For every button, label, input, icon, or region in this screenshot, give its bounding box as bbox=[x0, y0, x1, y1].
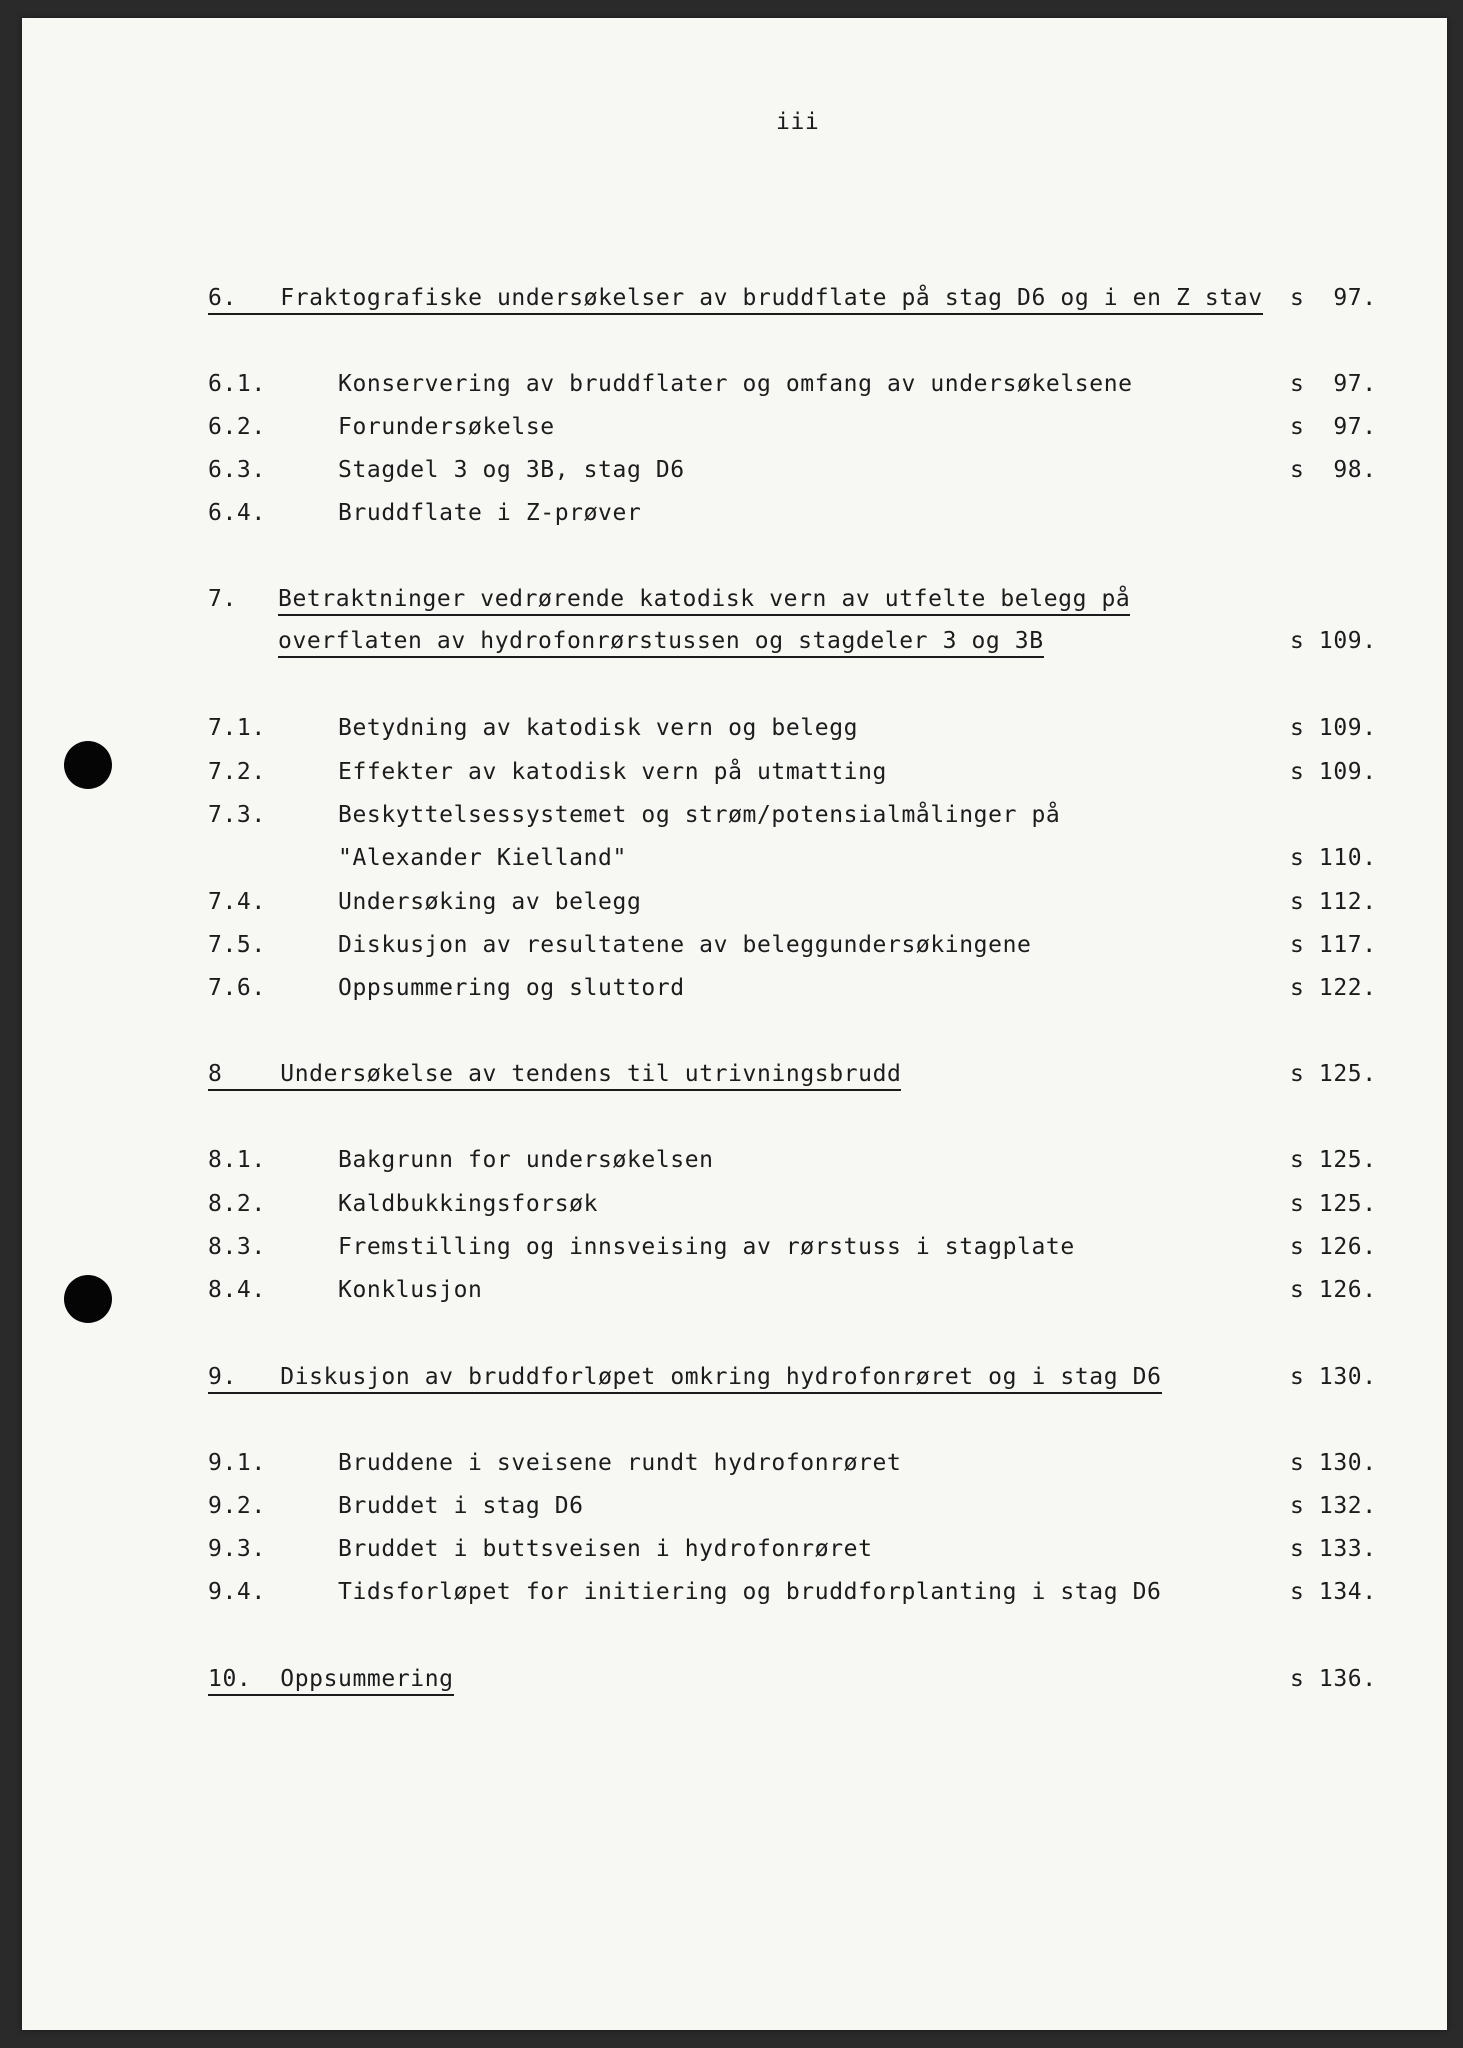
section-number: 9. bbox=[208, 1364, 237, 1390]
toc-entry-page: s 122. bbox=[1290, 975, 1377, 1001]
toc-entry-number: 6.2. bbox=[208, 414, 266, 440]
toc-entry-page: s 109. bbox=[1290, 759, 1377, 785]
toc-entry-title: Kaldbukkingsforsøk bbox=[338, 1191, 599, 1217]
toc-entry-title: Bruddet i stag D6 bbox=[338, 1493, 584, 1519]
toc-entry-page: s 125. bbox=[1290, 1191, 1377, 1217]
toc-entry-title: Forundersøkelse bbox=[338, 414, 555, 440]
toc-section-6 bbox=[208, 284, 1263, 315]
toc-entry-number: 7.6. bbox=[208, 975, 266, 1001]
toc-entry-number: 8.1. bbox=[208, 1147, 266, 1173]
toc-entry-number: 9.4. bbox=[208, 1579, 266, 1605]
section-number: 7. bbox=[208, 586, 237, 612]
toc-entry-page: s 126. bbox=[1290, 1277, 1377, 1303]
toc-entry-number: 9.2. bbox=[208, 1493, 266, 1519]
section-title: Fraktografiske undersøkelser av bruddflate på stag D6 og i en Z stav bbox=[280, 285, 1263, 311]
section-title: Diskusjon av bruddforløpet omkring hydrofonrøret og i stag D6 bbox=[280, 1364, 1162, 1390]
toc-entry-title: Bruddflate i Z-prøver bbox=[338, 500, 642, 526]
section-page: s 130. bbox=[1290, 1364, 1377, 1390]
toc-entry-page: s 117. bbox=[1290, 932, 1377, 958]
toc-entry-number: 7.4. bbox=[208, 889, 266, 915]
section-page: s 136. bbox=[1290, 1666, 1377, 1692]
toc-entry-page: s 126. bbox=[1290, 1234, 1377, 1260]
section-title: Oppsummering bbox=[280, 1666, 454, 1692]
toc-entry-number: 7.2. bbox=[208, 759, 266, 785]
toc-entry-page: s 98. bbox=[1290, 457, 1377, 483]
punch-hole bbox=[64, 1275, 112, 1323]
toc-entry-page: s 133. bbox=[1290, 1536, 1377, 1562]
toc-entry-number: 7.1. bbox=[208, 715, 266, 741]
toc-entry-title: Bruddene i sveisene rundt hydrofonrøret bbox=[338, 1450, 902, 1476]
toc-entry-number: 6.4. bbox=[208, 500, 266, 526]
section-number: 8 bbox=[208, 1061, 223, 1087]
toc-entry-title: Effekter av katodisk vern på utmatting bbox=[338, 759, 887, 785]
toc-entry-number: 7.5. bbox=[208, 932, 266, 958]
toc-entry-number: 8.3. bbox=[208, 1234, 266, 1260]
toc-entry-number: 9.3. bbox=[208, 1536, 266, 1562]
section-page: s 125. bbox=[1290, 1061, 1377, 1087]
toc-entry-number: 6.1. bbox=[208, 371, 266, 397]
toc-entry-title: Oppsummering og sluttord bbox=[338, 975, 685, 1001]
page-number: iii bbox=[776, 109, 820, 135]
section-number: 10. bbox=[208, 1666, 252, 1692]
toc-entry-number: 8.4. bbox=[208, 1277, 266, 1303]
toc-section-10 bbox=[208, 1665, 454, 1696]
toc-entry-page: s 134. bbox=[1290, 1579, 1377, 1605]
toc-entry-title: Konklusjon bbox=[338, 1277, 483, 1303]
toc-entry-title: Fremstilling og innsveising av rørstuss i stagplate bbox=[338, 1234, 1075, 1260]
toc-entry-title: Beskyttelsessystemet og strøm/potensialmålinger på bbox=[338, 802, 1061, 828]
toc-entry-number: 8.2. bbox=[208, 1191, 266, 1217]
toc-entry-title: Diskusjon av resultatene av beleggundersøkingene bbox=[338, 932, 1032, 958]
toc-entry-number: 6.3. bbox=[208, 457, 266, 483]
toc-entry-title: Undersøking av belegg bbox=[338, 889, 642, 915]
section-title: Undersøkelse av tendens til utrivningsbrudd bbox=[280, 1061, 902, 1087]
toc-entry-title: Bruddet i buttsveisen i hydrofonrøret bbox=[338, 1536, 873, 1562]
toc-entry-page: s 97. bbox=[1290, 414, 1377, 440]
toc-section-8 bbox=[208, 1060, 901, 1091]
toc-entry-number: 9.1. bbox=[208, 1450, 266, 1476]
section-page: s 97. bbox=[1290, 285, 1377, 311]
toc-entry-page: s 112. bbox=[1290, 889, 1377, 915]
section-title-continued: overflaten av hydrofonrørstussen og stagdeler 3 og 3B bbox=[278, 627, 1044, 658]
toc-entry-page: s 132. bbox=[1290, 1493, 1377, 1519]
toc-entry-page: s 97. bbox=[1290, 371, 1377, 397]
toc-entry-title: Tidsforløpet for initiering og bruddforplanting i stag D6 bbox=[338, 1579, 1162, 1605]
toc-entry-page: s 125. bbox=[1290, 1147, 1377, 1173]
punch-hole bbox=[64, 741, 112, 789]
section-number: 6. bbox=[208, 285, 237, 311]
toc-entry-title: Bakgrunn for undersøkelsen bbox=[338, 1147, 714, 1173]
toc-entry-title: Betydning av katodisk vern og belegg bbox=[338, 715, 859, 741]
toc-entry-title-continued: "Alexander Kielland" bbox=[338, 845, 627, 871]
section-page: s 109. bbox=[1290, 628, 1377, 654]
toc-entry-page: s 109. bbox=[1290, 715, 1377, 741]
toc-entry-title: Stagdel 3 og 3B, stag D6 bbox=[338, 457, 685, 483]
toc-entry-number: 7.3. bbox=[208, 802, 266, 828]
toc-section-9 bbox=[208, 1363, 1162, 1394]
toc-entry-title: Konservering av bruddflater og omfang av undersøkelsene bbox=[338, 371, 1133, 397]
section-title: Betraktninger vedrørende katodisk vern av utfelte belegg på bbox=[278, 585, 1130, 616]
document-page bbox=[22, 18, 1447, 2030]
toc-entry-page: s 110. bbox=[1290, 845, 1377, 871]
toc-entry-page: s 130. bbox=[1290, 1450, 1377, 1476]
